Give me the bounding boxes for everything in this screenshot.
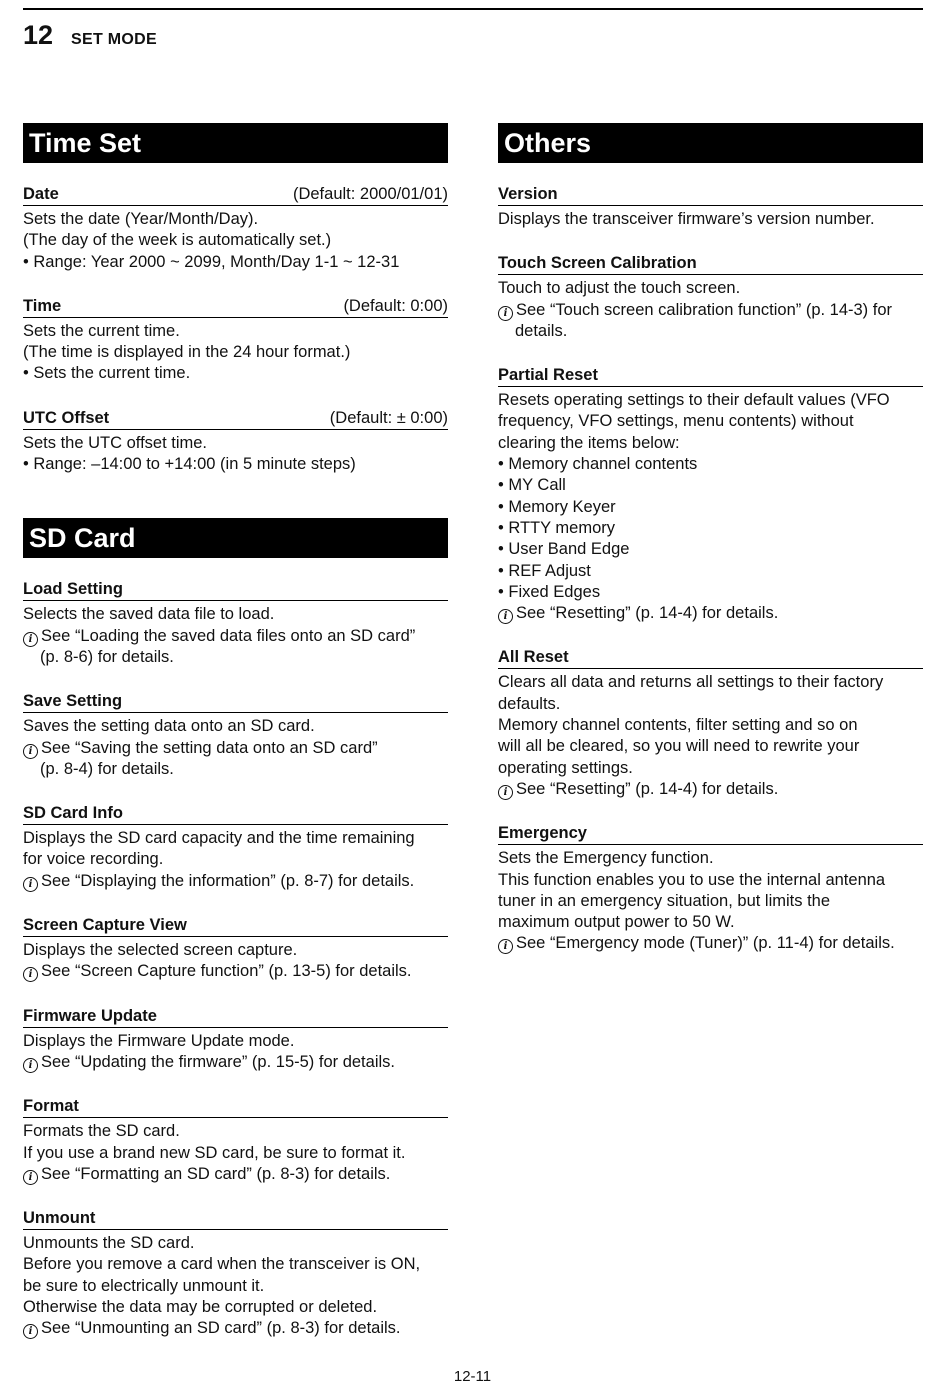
reference-line xyxy=(23,1318,448,1339)
description-line xyxy=(498,209,923,230)
description-line xyxy=(23,1121,448,1142)
description-line xyxy=(23,454,448,475)
right-column xyxy=(498,123,923,978)
line-text: • MY Call xyxy=(498,476,566,495)
section-heading-time-set: Time Set xyxy=(23,123,448,163)
line-text: See “Emergency mode (Tuner)” (p. 11-4) for details. xyxy=(516,934,895,953)
line-text: details. xyxy=(515,321,568,340)
setting-item-header xyxy=(23,691,448,713)
description-line xyxy=(498,278,923,299)
setting-item-title: Time xyxy=(23,296,62,315)
setting-item-description xyxy=(23,1230,448,1339)
setting-item-title: Firmware Update xyxy=(23,1006,157,1025)
description-line xyxy=(498,912,923,933)
line-text: Formats the SD card. xyxy=(23,1122,180,1141)
line-text: • Memory Keyer xyxy=(498,497,616,516)
left-column xyxy=(23,123,448,1363)
description-line xyxy=(498,518,923,539)
description-line xyxy=(23,363,448,384)
line-text: See “Saving the setting data onto an SD card” xyxy=(41,738,378,757)
setting-item-title: Touch Screen Calibration xyxy=(498,254,697,273)
setting-item-description xyxy=(498,669,923,800)
setting-item-header xyxy=(498,184,923,206)
setting-item-description xyxy=(23,601,448,668)
description-line xyxy=(23,940,448,961)
line-text: See “Resetting” (p. 14-4) for details. xyxy=(516,604,779,623)
header-rule xyxy=(23,8,923,10)
line-text: (The day of the week is automatically set.) xyxy=(23,231,332,250)
setting-item-header xyxy=(498,253,923,275)
line-text: • RTTY memory xyxy=(498,518,616,537)
setting-item-header xyxy=(498,647,923,669)
description-line xyxy=(498,411,923,432)
setting-item-header xyxy=(23,1096,448,1118)
description-line xyxy=(498,736,923,757)
description-line xyxy=(23,252,448,273)
description-line xyxy=(498,582,923,603)
setting-item-version xyxy=(498,184,923,230)
line-text: (p. 8-4) for details. xyxy=(40,759,174,778)
setting-item-title: All Reset xyxy=(498,648,569,667)
line-text: Sets the current time. xyxy=(23,321,180,340)
line-text: This function enables you to use the internal antenna xyxy=(498,870,886,889)
line-text: tuner in an emergency situation, but limits the xyxy=(498,891,831,910)
setting-item-title: Unmount xyxy=(23,1209,96,1228)
reference-line xyxy=(498,300,923,321)
description-line xyxy=(498,321,923,342)
description-line xyxy=(23,716,448,737)
line-text: Touch to adjust the touch screen. xyxy=(498,279,741,298)
info-circle-icon: i xyxy=(498,939,513,954)
line-text: If you use a brand new SD card, be sure to format it. xyxy=(23,1143,406,1162)
reference-line xyxy=(23,738,448,759)
setting-item-header xyxy=(498,823,923,845)
setting-item-header xyxy=(23,803,448,825)
setting-item-default: (Default: 2000/01/01) xyxy=(292,185,448,203)
setting-item-emergency xyxy=(498,823,923,954)
line-text: • User Band Edge xyxy=(498,540,630,559)
line-text: • Fixed Edges xyxy=(498,582,601,601)
setting-item-partial-reset xyxy=(498,365,923,624)
setting-item-header xyxy=(498,365,923,387)
setting-item-description xyxy=(498,387,923,624)
setting-item-title: SD Card Info xyxy=(23,804,123,823)
section-heading-others: Others xyxy=(498,123,923,163)
description-line xyxy=(23,604,448,625)
line-text: See “Formatting an SD card” (p. 8-3) for details. xyxy=(41,1164,391,1183)
description-line xyxy=(498,497,923,518)
info-circle-icon: i xyxy=(498,609,513,624)
setting-item-screen-capture-view xyxy=(23,915,448,983)
setting-item-default: (Default: 0:00) xyxy=(343,296,448,315)
section-spacer xyxy=(23,498,448,518)
setting-item-description xyxy=(498,206,923,230)
setting-item-sd-card-info xyxy=(23,803,448,892)
setting-item-header xyxy=(23,1006,448,1028)
line-text: defaults. xyxy=(498,694,561,713)
setting-item-title: Partial Reset xyxy=(498,366,598,385)
setting-item-description xyxy=(23,318,448,385)
description-line xyxy=(23,1254,448,1275)
section-heading-sd-card: SD Card xyxy=(23,518,448,558)
description-line xyxy=(23,230,448,251)
setting-item-date xyxy=(23,184,448,273)
line-text: Displays the SD card capacity and the time remaining xyxy=(23,829,415,848)
description-line xyxy=(498,715,923,736)
line-text: (p. 8-6) for details. xyxy=(40,647,174,666)
setting-item-description xyxy=(23,206,448,273)
description-line xyxy=(23,1143,448,1164)
reference-line xyxy=(23,961,448,982)
setting-item-utc-offset xyxy=(23,408,448,476)
description-line xyxy=(23,849,448,870)
line-text: • Memory channel contents xyxy=(498,455,698,474)
setting-item-title: Date xyxy=(23,185,59,203)
line-text: Selects the saved data file to load. xyxy=(23,605,275,624)
description-line xyxy=(498,758,923,779)
setting-item-description xyxy=(23,937,448,983)
description-line xyxy=(498,848,923,869)
setting-item-description xyxy=(23,825,448,892)
line-text: Sets the UTC offset time. xyxy=(23,433,208,452)
info-circle-icon: i xyxy=(23,967,38,982)
setting-item-title: Emergency xyxy=(498,824,587,843)
setting-item-firmware-update xyxy=(23,1006,448,1074)
setting-item-description xyxy=(23,1028,448,1074)
setting-item-description xyxy=(23,713,448,780)
line-text: Resets operating settings to their default values (VFO xyxy=(498,391,890,410)
description-line xyxy=(498,454,923,475)
info-circle-icon: i xyxy=(23,1324,38,1339)
line-text: Sets the Emergency function. xyxy=(498,849,714,868)
setting-item-unmount xyxy=(23,1208,448,1339)
line-text: Sets the date (Year/Month/Day). xyxy=(23,210,259,228)
info-circle-icon: i xyxy=(498,785,513,800)
description-line xyxy=(498,870,923,891)
line-text: • Range: –14:00 to +14:00 (in 5 minute steps) xyxy=(23,455,356,474)
reference-line xyxy=(498,603,923,624)
info-circle-icon: i xyxy=(23,744,38,759)
line-text: clearing the items below: xyxy=(498,433,680,452)
description-line xyxy=(23,759,448,780)
description-line xyxy=(23,647,448,668)
line-text: maximum output power to 50 W. xyxy=(498,913,735,932)
line-text: Before you remove a card when the transceiver is ON, xyxy=(23,1255,421,1274)
line-text: be sure to electrically unmount it. xyxy=(23,1276,265,1295)
setting-item-description xyxy=(498,845,923,954)
setting-item-touch-screen-calibration xyxy=(498,253,923,342)
line-text: • Range: Year 2000 ~ 2099, Month/Day 1-1 ~ 12-31 xyxy=(23,252,400,271)
description-line xyxy=(498,390,923,411)
setting-item-header xyxy=(23,1208,448,1230)
setting-item-header xyxy=(23,184,448,206)
chapter-title: SET MODE xyxy=(71,31,158,48)
setting-item-format xyxy=(23,1096,448,1185)
line-text: Clears all data and returns all settings to their factory xyxy=(498,673,884,692)
setting-item-title: Format xyxy=(23,1097,79,1116)
description-line xyxy=(498,891,923,912)
line-text: See “Screen Capture function” (p. 13-5) for details. xyxy=(41,962,412,981)
setting-item-save-setting xyxy=(23,691,448,780)
setting-item-load-setting xyxy=(23,579,448,668)
reference-line xyxy=(23,871,448,892)
description-line xyxy=(23,1233,448,1254)
info-circle-icon: i xyxy=(23,1058,38,1073)
info-circle-icon: i xyxy=(498,306,513,321)
description-line xyxy=(498,672,923,693)
description-line xyxy=(23,433,448,454)
setting-item-title: Save Setting xyxy=(23,692,123,711)
line-text: See “Resetting” (p. 14-4) for details. xyxy=(516,779,779,798)
line-text: Displays the Firmware Update mode. xyxy=(23,1031,295,1050)
description-line xyxy=(498,561,923,582)
description-line xyxy=(498,539,923,560)
line-text: for voice recording. xyxy=(23,850,164,869)
line-text: Otherwise the data may be corrupted or deleted. xyxy=(23,1298,378,1317)
setting-item-header xyxy=(23,408,448,430)
line-text: See “Updating the firmware” (p. 15-5) for details. xyxy=(41,1052,395,1071)
setting-item-time xyxy=(23,296,448,385)
description-line xyxy=(498,694,923,715)
setting-item-default: (Default: ± 0:00) xyxy=(329,408,448,427)
line-text: (The time is displayed in the 24 hour format.) xyxy=(23,343,351,362)
reference-line xyxy=(23,1164,448,1185)
setting-item-description xyxy=(498,275,923,342)
info-circle-icon: i xyxy=(23,1170,38,1185)
description-line xyxy=(23,1276,448,1297)
line-text: operating settings. xyxy=(498,758,633,777)
description-line xyxy=(498,433,923,454)
line-text: See “Touch screen calibration function” (p. 14-3) for xyxy=(516,300,893,319)
setting-item-title: Screen Capture View xyxy=(23,916,187,935)
reference-line xyxy=(498,933,923,954)
info-circle-icon: i xyxy=(23,877,38,892)
chapter-header xyxy=(23,20,157,51)
line-text: • REF Adjust xyxy=(498,561,591,580)
line-text: Displays the selected screen capture. xyxy=(23,941,298,960)
setting-item-header xyxy=(23,579,448,601)
setting-item-title: Load Setting xyxy=(23,580,123,599)
line-text: will all be cleared, so you will need to rewrite your xyxy=(498,737,860,756)
description-line xyxy=(23,1031,448,1052)
description-line xyxy=(23,342,448,363)
line-text: Unmounts the SD card. xyxy=(23,1234,195,1253)
reference-line xyxy=(23,1052,448,1073)
line-text: Saves the setting data onto an SD card. xyxy=(23,717,315,736)
setting-item-title: UTC Offset xyxy=(23,408,110,427)
reference-line xyxy=(23,626,448,647)
setting-item-title: Version xyxy=(498,185,558,203)
line-text: Memory channel contents, filter setting and so on xyxy=(498,716,858,735)
setting-item-header xyxy=(23,296,448,318)
info-circle-icon: i xyxy=(23,632,38,647)
reference-line xyxy=(498,779,923,800)
description-line xyxy=(23,828,448,849)
setting-item-description xyxy=(23,1118,448,1185)
line-text: See “Loading the saved data files onto an SD card” xyxy=(41,626,416,645)
setting-item-all-reset xyxy=(498,647,923,800)
line-text: • Sets the current time. xyxy=(23,364,191,383)
line-text: frequency, VFO settings, menu contents) without xyxy=(498,412,854,431)
setting-item-header xyxy=(23,915,448,937)
description-line xyxy=(23,209,448,230)
page-number: 12-11 xyxy=(453,1368,492,1385)
line-text: See “Displaying the information” (p. 8-7) for details. xyxy=(41,871,415,890)
description-line xyxy=(23,1297,448,1318)
chapter-number: 12 xyxy=(23,20,54,50)
description-line xyxy=(23,321,448,342)
setting-item-description xyxy=(23,430,448,476)
line-text: Displays the transceiver firmware’s version number. xyxy=(498,210,875,228)
line-text: See “Unmounting an SD card” (p. 8-3) for details. xyxy=(41,1319,401,1338)
description-line xyxy=(498,475,923,496)
